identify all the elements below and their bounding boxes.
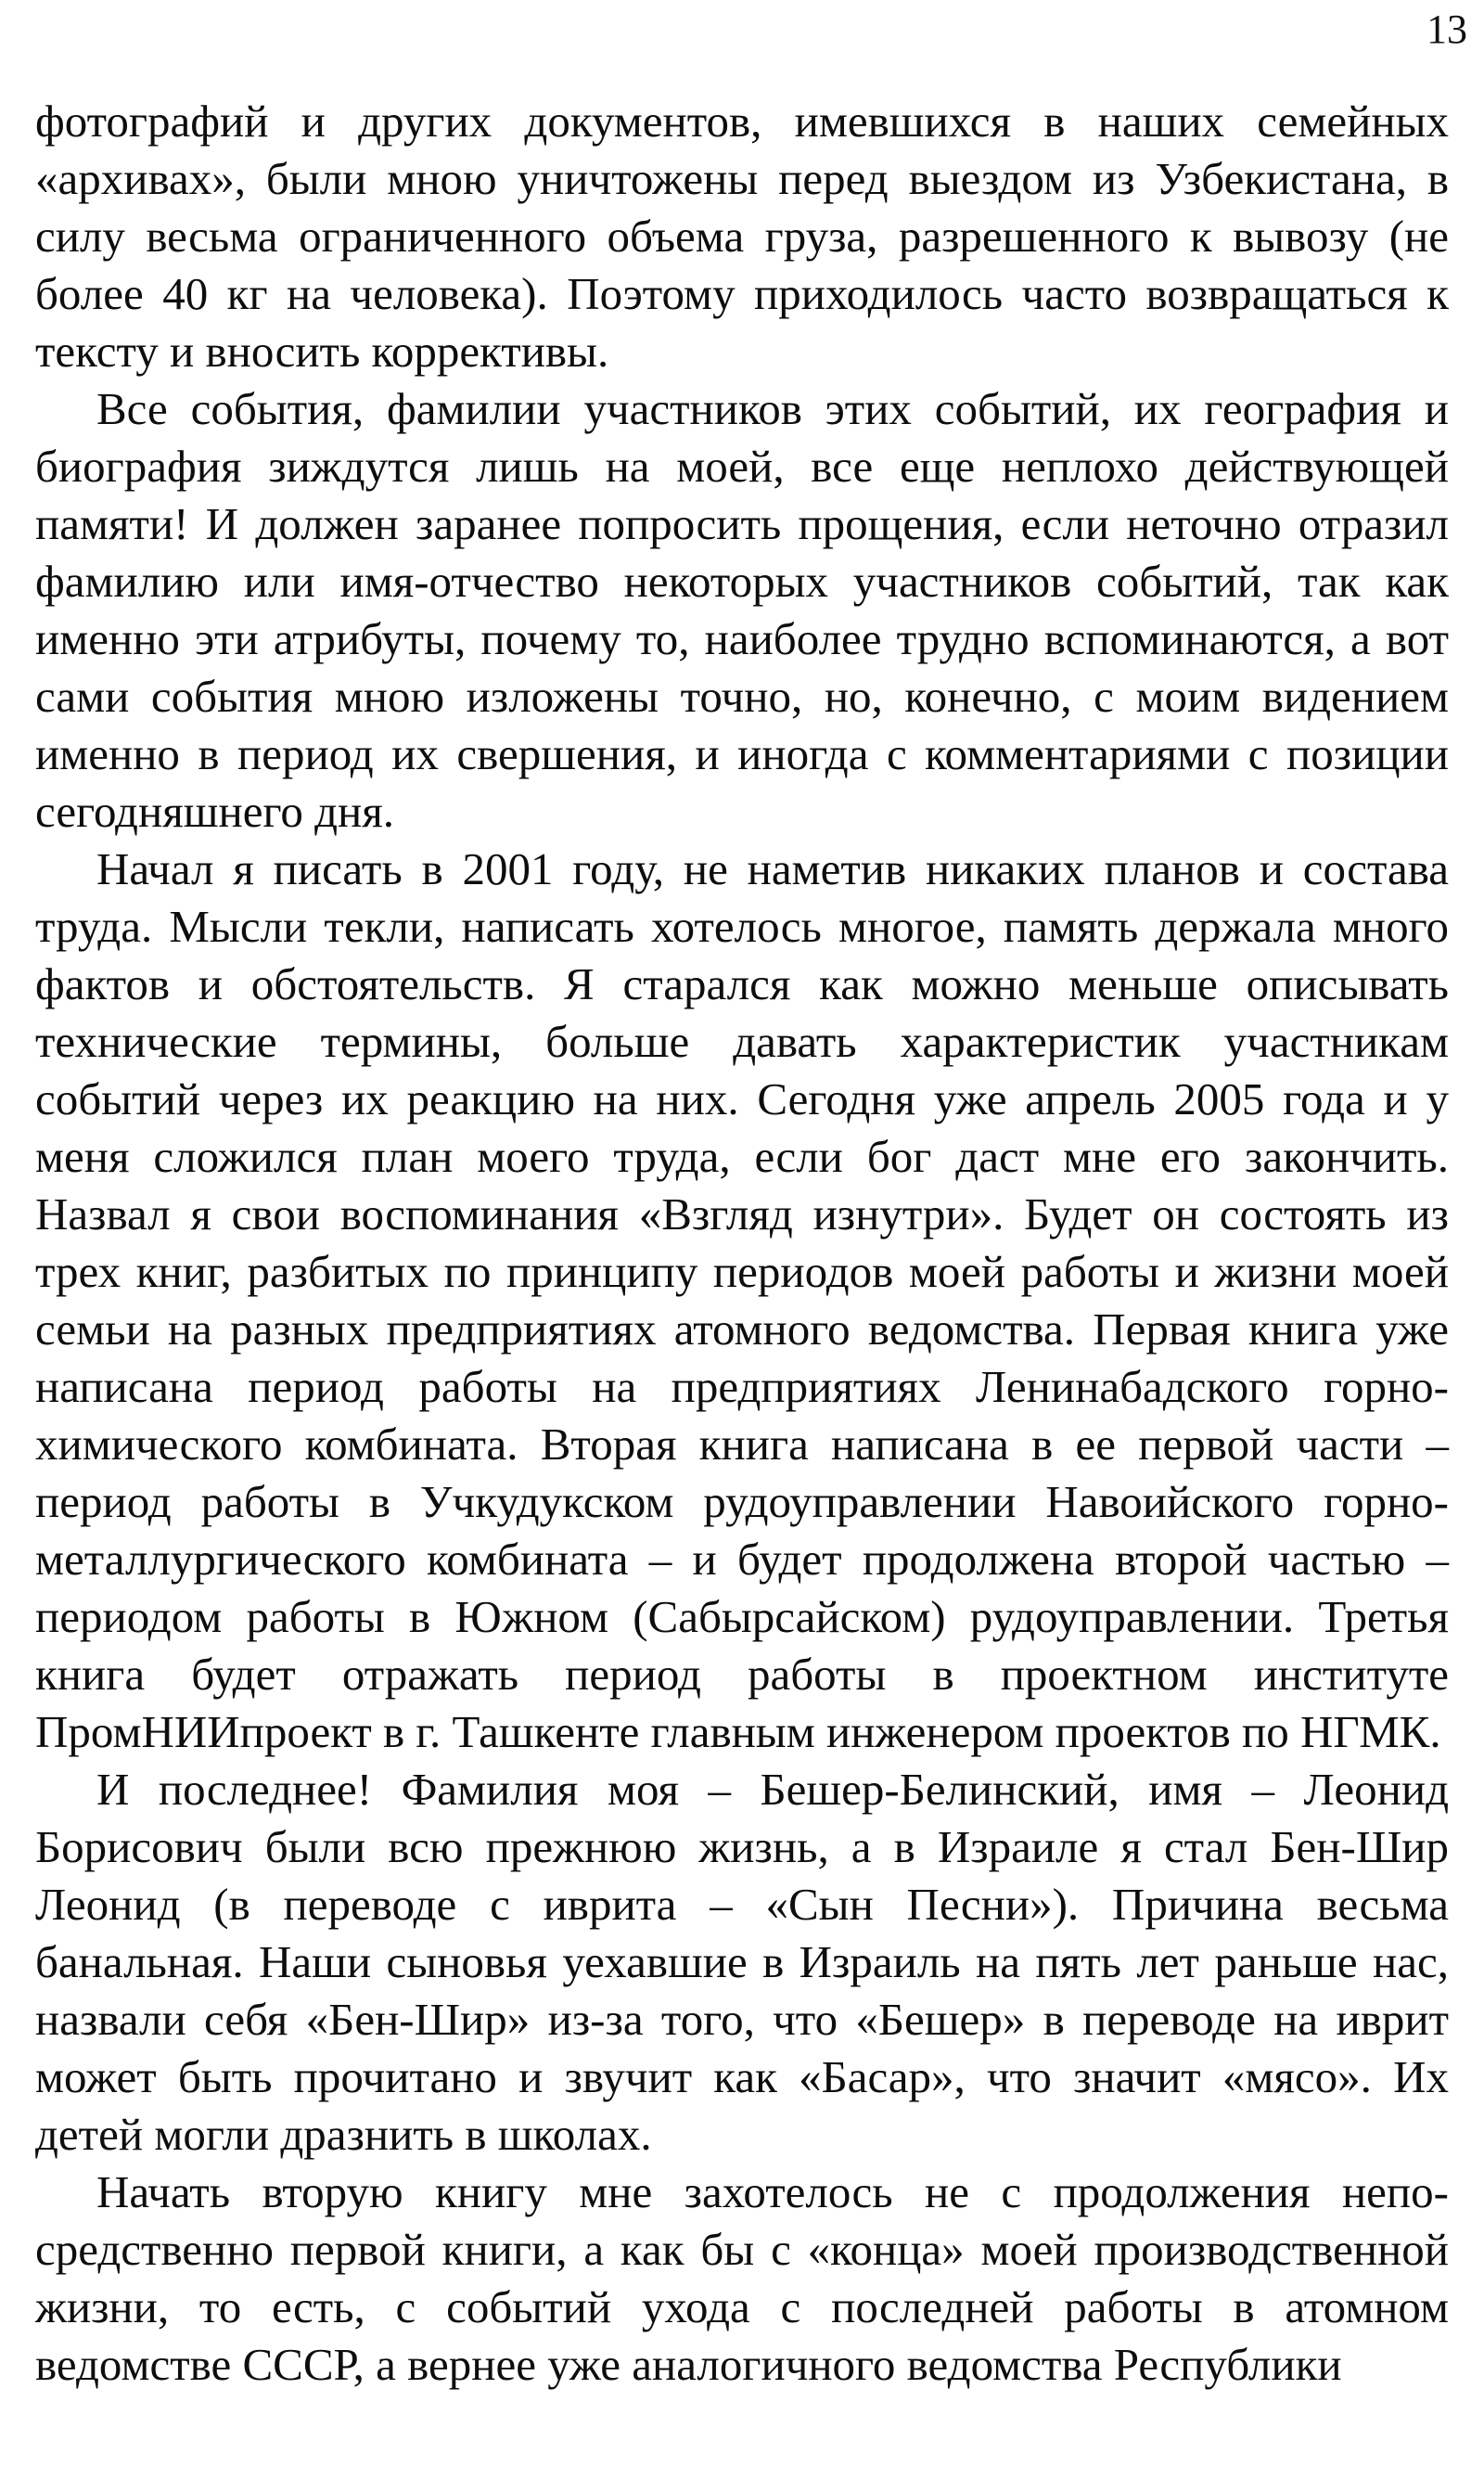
- page-body: [35, 93, 1449, 2394]
- paragraph: И последнее! Фамилия моя – Бешер-Белинский, имя – Леонид Борисович были всю прежнюю жизнь, а в Израиле я стал Бен-Шир Леонид (в переводе с иврита – «Сын Песни»). Причина весьма банальная. Наши сыновья уехавшие в Израиль на пять лет раньше нас, назвали себя «Бен-Шир» из-за того, что «Бешер» в переводе на иврит может быть прочитано и звучит как «Басар», что значит «мясо». Их детей могли дразнить в школах.: [35, 1764, 1449, 2160]
- paragraph: Начал я писать в 2001 году, не наметив никаких планов и состава труда. Мысли текли, написать хотелось многое, память держала много фактов и обстоятельств. Я старался как можно меньше описывать технические термины, больше давать характеристик участникам событий через их реакцию на них. Сегодня уже апрель 2005 года и у меня сложился план моего труда, если бог даст мне его закончить. Назвал я свои воспоминания «Взгляд изнутри». Будет он состоять из трех книг, разбитых по принципу периодов моей работы и жизни моей семьи на разных предприятиях атомного ведомства. Первая книга уже написана период работы на предприятиях Ленинабадского горно-химического комбината. Вторая книга написана в ее первой части – период работы в Учкудукском рудоуправлении Навоийского горно-металлургического комбината – и будет продолжена второй частью – периодом работы в Южном (Сабырсайском) рудоуправлении. Третья книга будет отражать период работы в проектном институте ПромНИИпроект в г. Ташкенте главным инженером проектов по НГМК.: [35, 843, 1449, 1757]
- paragraph-continuation: фотографий и других документов, имевшихся в наших семейных «архивах», были мною уничтожены перед выездом из Узбекистана, в силу весьма ограниченного объема груза, разрешенного к вывозу (не более 40 кг на человека). Поэтому приходилось часто возвращаться к тексту и вносить коррективы.: [35, 96, 1449, 377]
- paragraph: Все события, фамилии участников этих событий, их география и биография зиждутся лишь на моей, все еще неплохо действующей памяти! И должен заранее попросить прощения, если неточно отразил фамилию или имя-отчество некоторых участников событий, так как именно эти атрибуты, почему то, наиболее трудно вспоминаются, а вот сами события мною изложены точно, но, конечно, с моим видением именно в период их свершения, и иногда с комментариями с позиции сегодняшнего дня.: [35, 383, 1449, 837]
- paragraph: Начать вторую книгу мне захотелось не с продолжения непосредственно первой книги, а как бы с «конца» моей производственной жизни, то есть, с событий ухода с последней работы в атомном ведомстве СССР, а вернее уже аналогичного ведомства Республики: [35, 2166, 1449, 2390]
- page-number: 13: [1426, 6, 1467, 52]
